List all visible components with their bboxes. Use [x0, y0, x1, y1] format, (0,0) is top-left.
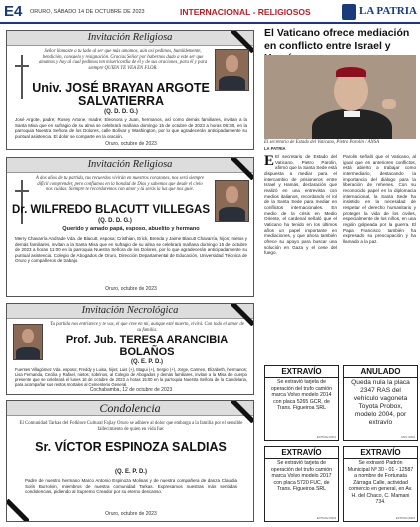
obituary-type: Invitación Religiosa — [87, 159, 173, 170]
obituary-1 — [6, 30, 254, 150]
odd-label: (Q. E. P. D.) — [115, 469, 147, 475]
deceased-photo — [13, 324, 43, 360]
obituary-4 — [6, 400, 254, 522]
obituary-type: Condolencia — [99, 401, 161, 415]
obituary-body: Fuentes Villagómez Vda. esposo; Freddy y Luisa, hijos; Luis (+), Magui (+), Sergio (+), Jorge, Carmen, Elizabeth, hermanos; Lisa Fernanda, Cecilia y Rafael, nietos; sobrinos, al Colegio de Abogados y demás familiares, invitan a la Misa de cuerpo presente que se celebrará el lunes 16 de octubre de 2023 a horas 15:00 en la parroquia Nuestra Señora de la Candelaria, para acompañar sus restos mortales al Cementerio General. — [15, 367, 247, 387]
deceased-name: Prof. Jub. TERESA ARANCIBIA BOLAÑOS — [65, 334, 229, 358]
obituary-type: Invitación Necrológica — [81, 305, 179, 316]
ad-body: Se extravió Padrón Municipal Nº 30 - 01 - 12587 a nombre de Fortunata Zárraga Calle, actividad comercio en general, en Av. H. del Chaco, C. Mamani 734. — [347, 460, 414, 505]
obituary-body: José Argote, padre; Rosey Artone, madre; Eleonora y Juan, hermanos, así como demás familiares, invitan a la Santa Misa que en sufragio de su alma se celebrará mañana domingo 15 de octubre de 2023 a horas 08:30, en la parroquia Nuestra Señora de los Dolores, calle Bolívar y Washington, por lo que agradecerán anticipadamente su puntual asistencia. El dolor se comparte en la oración. — [15, 117, 247, 139]
deceased-name: Univ. JOSÉ BRAYAN ARGOTE SALVATIERRA — [32, 81, 210, 108]
ad-title: EXTRAVÍO — [265, 447, 338, 459]
page-header — [0, 0, 420, 24]
page-number: E4 — [4, 3, 23, 20]
odd-label: (Q. D. D. G.) — [104, 109, 138, 115]
obituary-date: Oruro, octubre de 2023 — [105, 286, 157, 292]
section-title: INTERNACIONAL - RELIGIOSOS — [180, 7, 311, 17]
relation-line: Querido y amado papá, esposo, abuelito y hermano — [62, 226, 200, 232]
obituary-date: Cochabamba, 12 de octubre de 2023 — [89, 387, 173, 393]
ad-ref: EXTRAV-0004 — [395, 516, 415, 520]
obituary-body: Padre de nuestro hermano Marco Antonio Espinoza Molinas y de nuestra compañera de danza Claudia Solís Burrolvin, miembros de nuestra comunidad Tarkas. Expresamos nuestras más sentidas condolencias, pidiendo al Supremo Creador por su eterno descanso. — [25, 478, 237, 494]
article-text: Parolin señaló que el Vaticano, al igual que en anteriores conflictos, está abierto a trabajar como intermediario, destacando la importancia del diálogo para la liberación de rehenes. Con su reconocido papel en la diplomacia internacional, la Santa Sede ha insistido en la necesidad de respetar el derecho humanitario y proteger la vida de los civiles, especialmente de los niños, en una región golpeada por la guerra. El Papa Francisco también ha expresado su preocupación y ha llamado a la paz. — [343, 154, 416, 244]
mourning-ribbon-icon — [231, 158, 253, 180]
classified-ad-2 — [343, 365, 418, 441]
newspaper-logo — [342, 4, 416, 20]
obituary-quote: El Comunidad Tarkas del Folklore Cultural Fajlay Oruro se adhiere al dolor que embarga a la familia por el sensible fallecimiento de quien en vida fue: — [19, 421, 243, 432]
odd-label: (Q. D. D. G.) — [98, 218, 132, 224]
classified-ad-4 — [343, 446, 418, 522]
cross-icon — [15, 55, 29, 99]
brand-name: LA PATRIA — [359, 5, 417, 17]
article-column-1: E El secretario de Estado del Vaticano, Pietro Parolin, afirmó que la Santa Sede está dispuesta a mediar para el intercambio de prisioneros entre Israel y Hamás, declaración que realizó en una entrevista con medios italianos, recordando el rol de la Santa Sede para mediar en conflictos internacionales. En medio de la crisis en Medio Oriente, el cardenal señaló que el Vaticano ha tenido en los últimos años un papel importante en mediaciones, y que ahora también ofrece su apoyo para buscar una solución en Gaza y el cese del fuego. — [264, 154, 337, 256]
obituary-quote: Señor llamaste a tu lado al ser que más amamos, aún así pedimos, humildemente, bendición, consuelo y resignación. Gracias Señor por habernos dado a este ser que amamos y hoy al cual pedimos ten misericordia de él y de sus oraciones, para él y para siempre QUIEN TE VEA EN FLOR. — [38, 49, 208, 71]
issue-date: ORURO, SÁBADO 14 DE OCTUBRE DE 2023 — [30, 9, 145, 15]
obituary-date: Oruro, octubre de 2023 — [105, 511, 157, 517]
ad-ref: ANU-0002 — [400, 435, 415, 439]
ad-title: ANULADO — [344, 366, 417, 378]
article-text: El secretario de Estado del Vaticano, Pietro Parolin, afirmó que la Santa Sede está dispuesta a mediar para el intercambio de prisioneros entre Israel y Hamás, declaración que realizó en una entrevista con medios italianos, recordando el rol de la Santa Sede para mediar en conflictos internacionales. En medio de la crisis en Medio Oriente, el cardenal señaló que el Vaticano ha tenido en los últimos años un papel importante en mediaciones, y que ahora también ofrece su apoyo para buscar una solución en Gaza y el cese del fuego. — [264, 154, 337, 256]
deceased-photo — [215, 49, 249, 91]
obituary-2 — [6, 157, 254, 297]
photo-caption: El secretario de Estado del Vaticano, Pietro Parolin / ANSA — [264, 140, 380, 145]
obituary-quote: A dos años de tu partida, tus recuerdos vivirán en nuestros corazones, nos será siempre difícil comprender, pero confiamos en la bondad de Dios y sabemos que desde el cielo nos cuidas. Siempre te recordaremos con amor y tú serás la luz que nos guíe. — [35, 176, 205, 193]
deceased-photo — [215, 180, 249, 222]
article-headline: El Vaticano ofrece mediación en conflicto entre Israel y — [264, 27, 410, 52]
ad-body: Queda nula la placa 2347 RAS del vehículo vagoneta Toyota Probox, modelo 2004, por extravío — [351, 379, 410, 426]
obituary-3 — [6, 303, 254, 395]
mourning-ribbon-icon — [231, 401, 253, 423]
ad-title: EXTRAVÍO — [344, 447, 417, 459]
classified-ad-3 — [264, 446, 339, 522]
obituary-body: Merry Chavarría Andrade Vda. de Blacutt, esposa; Cristhian, Erick, Brenda y Jaime Blacutt Chavarría, hijos; nietos y demás familiares, invitan a la Santa Misa que en sufragio de su alma se celebrará mañana domingo 15 de octubre de 2023 a horas 11:00 en la parroquia Nuestra Señora de los Dolores, por lo que agradecerán anticipadamente su puntual asistencia. Colegio de Abogados de Oruro, Dirección Departamental de Educación, Universidad Técnica de Oruro y compañeros de trabajo. — [15, 236, 247, 263]
ad-body: Se extravió tarjeta de operación del trufo camión marca Volvo modelo 2014 con placa 5265 GCR, de Trans. Figueiroa SRL — [270, 379, 333, 411]
ad-body: Se extravió tarjeta de operación del trufo camión marca Volvo modelo 2017 con placa 5720 FUC, de Trans. Figueiroa SRL — [270, 460, 333, 492]
article-column-2 — [343, 154, 416, 359]
ad-ref: EXTRAV-0001 — [316, 435, 336, 439]
ad-title: EXTRAVÍO — [265, 366, 338, 378]
seal-icon — [342, 4, 356, 20]
photo-credit: LA PATRIA — [264, 146, 286, 151]
deceased-name: Dr. WILFREDO BLACUTT VILLEGAS — [11, 204, 211, 216]
obituary-quote: Tu partida nos entristece y te vas, el que cree en mí, aunque esté muerto, vivirá. Con todo el amor de su familia. — [50, 322, 244, 333]
obituary-type: Invitación Religiosa — [87, 32, 173, 43]
deceased-name: Sr. VÍCTOR ESPINOZA SALDIAS — [35, 440, 227, 454]
ad-ref: EXTRAV-0003 — [316, 516, 336, 520]
odd-label: (Q. E. P. D.) — [131, 359, 163, 365]
obituary-date: Oruro, octubre de 2023 — [105, 141, 157, 147]
classified-ad-1 — [264, 365, 339, 441]
article-photo — [264, 55, 416, 139]
mourning-ribbon-icon — [7, 499, 29, 521]
